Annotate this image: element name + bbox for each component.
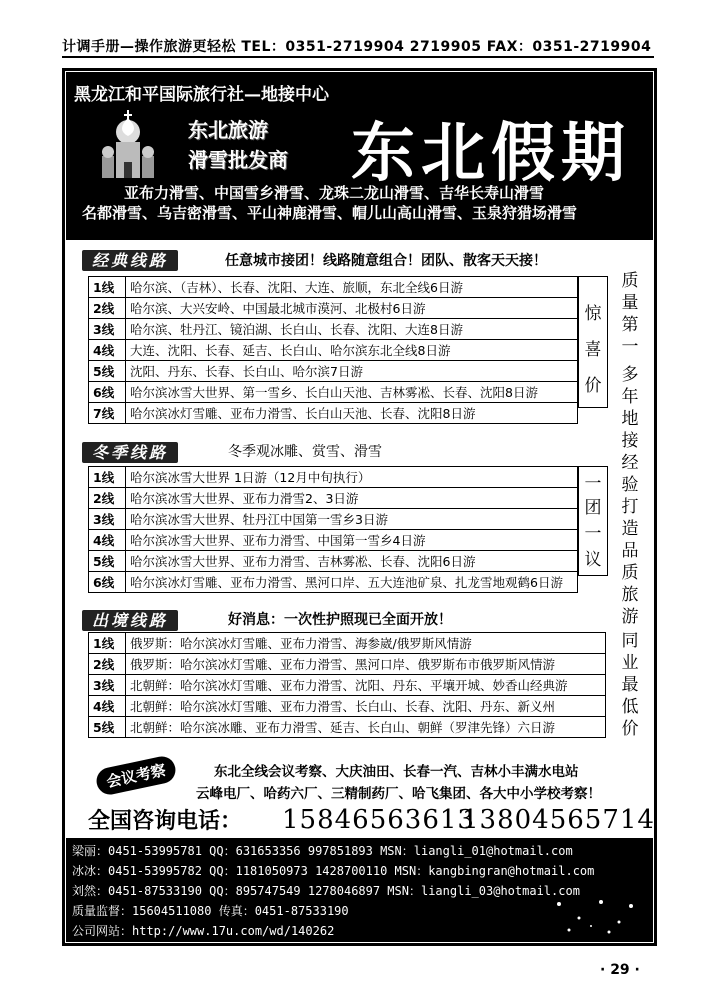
contact-row: 梁丽：0451-53995781 QQ：631653356 997851893 MSN：liangli_01@hotmail.com — [72, 844, 573, 858]
route-description: 哈尔滨冰灯雪雕、亚布力滑雪、黑河口岸、五大连池矿泉、扎龙雪地观鹤6日游 — [126, 572, 578, 593]
agency-name: 黑龙江和平国际旅行社—地接中心 — [74, 85, 329, 105]
outbound-section-header — [82, 608, 178, 631]
route-row — [89, 633, 606, 654]
banner-subtitle-tour: 东北旅游 — [188, 118, 268, 142]
contact-row: 质量监督：15604511080 传真：0451-87533190 — [72, 904, 349, 918]
route-number: 1线 — [89, 277, 126, 298]
route-number: 3线 — [89, 675, 126, 696]
banner-main-title: 东北假期 — [351, 116, 631, 191]
route-description: 哈尔滨、大兴安岭、中国最北城市漠河、北极村6日游 — [126, 298, 578, 319]
route-description: 哈尔滨冰雪大世界、亚布力滑雪2、3日游 — [126, 488, 578, 509]
route-number: 4线 — [89, 340, 126, 361]
classic-side-char: 价 — [584, 376, 602, 396]
banner-subtitle-ski: 滑雪批发商 — [188, 148, 288, 172]
hotline-phone-1: 15846563613 — [282, 805, 475, 835]
contact-row: 刘然：0451-87533190 QQ：895747549 1278046897 MSN：liangli_03@hotmail.com — [72, 884, 580, 898]
winter-side-char: 议 — [584, 550, 602, 570]
route-number: 2线 — [89, 654, 126, 675]
route-row — [89, 572, 578, 593]
conference-line-2: 云峰电厂、哈药六厂、三精制药厂、哈飞集团、各大中小学校考察！ — [196, 786, 601, 802]
route-row — [89, 696, 606, 717]
header-contact-line: 计调手册—操作旅游更轻松 TEL：0351-2719904 2719905 FAX：0351-2719904 — [62, 39, 652, 55]
route-number: 6线 — [89, 382, 126, 403]
route-description: 俄罗斯：哈尔滨冰灯雪雕、亚布力滑雪、黑河口岸、俄罗斯布市俄罗斯风情游 — [126, 654, 606, 675]
slogan-quality-tours: 打造品质旅游 — [621, 497, 639, 627]
route-description: 哈尔滨冰雪大世界、亚布力滑雪、吉林雾凇、长春、沈阳6日游 — [126, 551, 578, 572]
classic-section-title: 经典线路 — [82, 250, 178, 271]
route-row — [89, 717, 606, 738]
route-row — [89, 488, 578, 509]
route-number: 3线 — [89, 509, 126, 530]
route-description: 北朝鲜：哈尔滨冰灯雪雕、亚布力滑雪、长白山、长春、沈阳、丹东、新义州 — [126, 696, 606, 717]
contact-row: 冰冰：0451-53995782 QQ：1181050973 1428700110 MSN：kangbingran@hotmail.com — [72, 864, 595, 878]
route-row — [89, 467, 578, 488]
route-number: 6线 — [89, 572, 126, 593]
hotline-phone-2: 13804565714 — [462, 805, 655, 835]
slogan-lowest-price: 同业最低价 — [621, 631, 639, 739]
route-number: 1线 — [89, 467, 126, 488]
route-number: 2线 — [89, 488, 126, 509]
contact-row: 公司网站：http://www.17u.com/wd/140262 — [72, 924, 335, 938]
header-divider — [62, 56, 654, 58]
route-number: 5线 — [89, 551, 126, 572]
route-description: 俄罗斯：哈尔滨冰灯雪雕、亚布力滑雪、海参崴/俄罗斯风情游 — [126, 633, 606, 654]
winter-side-char: 一 — [584, 524, 602, 544]
route-row — [89, 361, 578, 382]
winter-section-header — [82, 440, 178, 463]
route-description: 沈阳、丹东、长春、长白山、哈尔滨7日游 — [126, 361, 578, 382]
route-number: 3线 — [89, 319, 126, 340]
route-description: 哈尔滨、（吉林）、长春、沈阳、大连、旅顺，东北全线6日游 — [126, 277, 578, 298]
route-row — [89, 654, 606, 675]
ski-resorts-line-2: 名都滑雪、乌吉密滑雪、平山神鹿滑雪、帽儿山高山滑雪、玉泉狩猎场滑雪 — [82, 204, 578, 222]
route-number: 1线 — [89, 633, 126, 654]
route-description: 大连、沈阳、长春、延吉、长白山、哈尔滨东北全线8日游 — [126, 340, 578, 361]
route-description: 北朝鲜：哈尔滨冰雕、亚布力滑雪、延吉、长白山、朝鲜（罗津先锋）六日游 — [126, 717, 606, 738]
winter-side-char: 团 — [584, 498, 602, 518]
route-row — [89, 530, 578, 551]
route-number: 4线 — [89, 530, 126, 551]
classic-side-box — [578, 276, 608, 408]
page-number: · 29 · — [600, 962, 640, 978]
route-row — [89, 403, 578, 424]
route-row — [89, 298, 578, 319]
outbound-section-title: 出境线路 — [82, 610, 178, 631]
classic-side-char: 惊 — [584, 304, 602, 324]
route-description: 哈尔滨、牡丹江、镜泊湖、长白山、长春、沈阳、大连8日游 — [126, 319, 578, 340]
route-description: 哈尔滨冰雪大世界、亚布力滑雪、中国第一雪乡4日游 — [126, 530, 578, 551]
route-description: 北朝鲜：哈尔滨冰灯雪雕、亚布力滑雪、沈阳、丹东、平壤开城、妙香山经典游 — [126, 675, 606, 696]
route-description: 哈尔滨冰灯雪雕、亚布力滑雪、长白山天池、长春、沈阳8日游 — [126, 403, 578, 424]
route-description: 哈尔滨冰雪大世界 1日游（12月中旬执行） — [126, 467, 578, 488]
winter-side-char: 一 — [584, 474, 602, 494]
route-row — [89, 675, 606, 696]
route-row — [89, 277, 578, 298]
winter-section-note: 冬季观冰雕、赏雪、滑雪 — [228, 444, 382, 460]
classic-side-char: 喜 — [584, 340, 602, 360]
outbound-routes-table — [88, 632, 606, 738]
winter-side-box — [578, 466, 608, 576]
slogan-experience: 多年地接经验 — [621, 365, 639, 495]
ski-resorts-line-1: 亚布力滑雪、中国雪乡滑雪、龙珠二龙山滑雪、吉华长寿山滑雪 — [124, 184, 545, 202]
snowflake-decoration-icon — [549, 892, 639, 938]
slogan-quality: 质量第一 — [621, 271, 639, 357]
route-number: 7线 — [89, 403, 126, 424]
route-row — [89, 382, 578, 403]
route-row — [89, 509, 578, 530]
route-description: 哈尔滨冰雪大世界、第一雪乡、长白山天池、吉林雾凇、长春、沈阳8日游 — [126, 382, 578, 403]
route-row — [89, 340, 578, 361]
classic-section-header — [82, 248, 178, 271]
church-icon — [88, 106, 168, 186]
route-number: 2线 — [89, 298, 126, 319]
route-row — [89, 551, 578, 572]
classic-section-note: 任意城市接团！线路随意组合！团队、散客天天接！ — [225, 253, 547, 269]
conference-line-1: 东北全线会议考察、大庆油田、长春一汽、吉林小丰满水电站 — [214, 764, 579, 780]
hotline-label: 全国咨询电话： — [88, 809, 243, 834]
route-number: 5线 — [89, 717, 126, 738]
route-number: 5线 — [89, 361, 126, 382]
route-row — [89, 319, 578, 340]
route-number: 4线 — [89, 696, 126, 717]
banner — [66, 72, 653, 240]
conference-badge: 会议考察 — [94, 754, 178, 797]
outbound-section-note: 好消息：一次性护照现已全面开放！ — [228, 612, 452, 628]
winter-section-title: 冬季线路 — [82, 442, 178, 463]
contact-box — [66, 838, 653, 942]
route-description: 哈尔滨冰雪大世界、牡丹江中国第一雪乡3日游 — [126, 509, 578, 530]
winter-routes-table — [88, 466, 578, 593]
classic-routes-table — [88, 276, 578, 424]
